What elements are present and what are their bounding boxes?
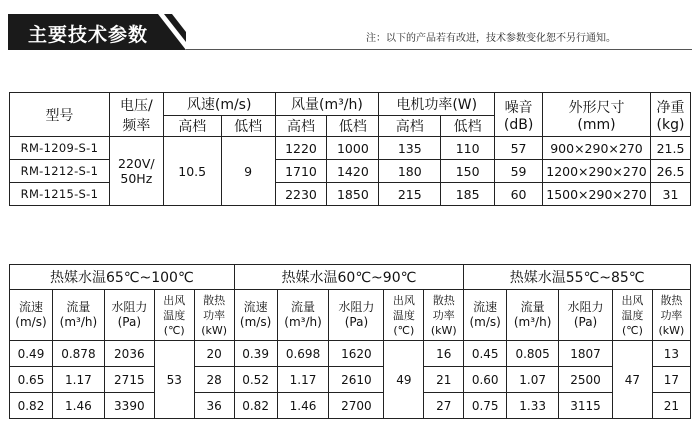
wind-high-header: 高档	[163, 116, 221, 137]
resistance-cell: 3115	[559, 393, 613, 419]
flow-cell: 0.805	[507, 341, 559, 367]
speed-cell: 0.39	[234, 341, 277, 367]
flow-header: 流量 (m³/h)	[52, 290, 104, 341]
table-row	[10, 137, 691, 160]
power-low-cell: 185	[441, 183, 495, 206]
resistance-cell: 2715	[104, 367, 154, 393]
noise-header: 噪音 (dB)	[495, 93, 543, 137]
resistance-cell: 2036	[104, 341, 154, 367]
voltage-cell: 220V/ 50Hz	[109, 137, 163, 206]
air-high-header: 高档	[275, 116, 327, 137]
model-cell: RM-1215-S-1	[10, 183, 110, 206]
power-high-cell: 135	[379, 137, 441, 160]
speed-cell: 0.65	[10, 367, 53, 393]
speed-cell: 0.52	[234, 367, 277, 393]
noise-cell: 59	[495, 160, 543, 183]
section-banner	[8, 14, 186, 50]
wind-low-cell: 9	[221, 137, 275, 206]
wind-high-cell: 10.5	[163, 137, 221, 206]
weight-cell: 21.5	[650, 137, 690, 160]
power-high-header: 高档	[379, 116, 441, 137]
speed-cell: 0.82	[10, 393, 53, 419]
resistance-cell: 1620	[329, 341, 384, 367]
speed-header: 流速 (m/s)	[464, 290, 507, 341]
wind-low-header: 低档	[221, 116, 275, 137]
power-high-cell: 215	[379, 183, 441, 206]
air-low-cell: 1850	[327, 183, 379, 206]
air-low-cell: 1000	[327, 137, 379, 160]
header-divider	[186, 49, 692, 50]
outlet-temp-cell: 53	[154, 341, 194, 419]
voltage-header: 电压/ 频率	[109, 93, 163, 137]
speed-header: 流速 (m/s)	[10, 290, 53, 341]
disclaimer-note: 注：以下的产品若有改进，技术参数变化恕不另行通知。	[366, 33, 616, 44]
flow-cell: 1.46	[52, 393, 104, 419]
outlet-temp-cell: 47	[612, 341, 652, 419]
speed-header: 流速 (m/s)	[234, 290, 277, 341]
air-high-cell: 1710	[275, 160, 327, 183]
table-row	[10, 393, 691, 419]
outlet-temp-header: 出风 温度 (℃)	[154, 290, 194, 341]
air-high-cell: 2230	[275, 183, 327, 206]
resistance-cell: 2610	[329, 367, 384, 393]
model-header: 型号	[10, 93, 110, 137]
air-volume-header: 风量(m³/h)	[275, 93, 379, 116]
resistance-header: 水阻力 (Pa)	[329, 290, 384, 341]
model-cell: RM-1212-S-1	[10, 160, 110, 183]
noise-cell: 60	[495, 183, 543, 206]
model-cell: RM-1209-S-1	[10, 137, 110, 160]
motor-power-header: 电机功率(W)	[379, 93, 495, 116]
outlet-temp-header: 出风 温度 (℃)	[612, 290, 652, 341]
group-title-65-100: 热媒水温65℃~100℃	[10, 265, 235, 290]
outlet-temp-header: 出风 温度 (℃)	[384, 290, 424, 341]
heat-output-header: 散热 功率 (kW)	[652, 290, 690, 341]
resistance-cell: 2700	[329, 393, 384, 419]
flow-header: 流量 (m³/h)	[507, 290, 559, 341]
outlet-temp-cell: 49	[384, 341, 424, 419]
weight-cell: 31	[650, 183, 690, 206]
resistance-cell: 1807	[559, 341, 613, 367]
table-row	[10, 367, 691, 393]
resistance-cell: 3390	[104, 393, 154, 419]
resistance-cell: 2500	[559, 367, 613, 393]
spec-table	[9, 92, 691, 206]
dims-cell: 1500×290×270	[543, 183, 651, 206]
air-low-header: 低档	[327, 116, 379, 137]
section-title: 主要技术参数	[28, 24, 149, 46]
flow-header: 流量 (m³/h)	[277, 290, 329, 341]
flow-cell: 1.17	[277, 367, 329, 393]
speed-cell: 0.82	[234, 393, 277, 419]
speed-cell: 0.60	[464, 367, 507, 393]
power-low-cell: 110	[441, 137, 495, 160]
heat-output-header: 散热 功率 (kW)	[424, 290, 464, 341]
air-low-cell: 1420	[327, 160, 379, 183]
dimensions-header: 外形尺寸 (mm)	[543, 93, 651, 137]
flow-cell: 0.698	[277, 341, 329, 367]
wind-speed-header: 风速(m/s)	[163, 93, 275, 116]
heat-cell: 17	[652, 367, 690, 393]
power-high-cell: 180	[379, 160, 441, 183]
weight-cell: 26.5	[650, 160, 690, 183]
flow-cell: 1.33	[507, 393, 559, 419]
flow-cell: 1.17	[52, 367, 104, 393]
heat-cell: 21	[652, 393, 690, 419]
speed-cell: 0.49	[10, 341, 53, 367]
heat-output-header: 散热 功率 (kW)	[194, 290, 234, 341]
heat-cell: 20	[194, 341, 234, 367]
resistance-header: 水阻力 (Pa)	[559, 290, 613, 341]
heat-cell: 28	[194, 367, 234, 393]
heat-cell: 21	[424, 367, 464, 393]
group-title-55-85: 热媒水温55℃~85℃	[464, 265, 691, 290]
power-low-header: 低档	[441, 116, 495, 137]
heat-cell: 36	[194, 393, 234, 419]
flow-cell: 0.878	[52, 341, 104, 367]
speed-cell: 0.75	[464, 393, 507, 419]
power-low-cell: 150	[441, 160, 495, 183]
heat-table	[9, 264, 691, 419]
speed-cell: 0.45	[464, 341, 507, 367]
flow-cell: 1.46	[277, 393, 329, 419]
table-row	[10, 341, 691, 367]
dims-cell: 1200×290×270	[543, 160, 651, 183]
group-title-60-90: 热媒水温60℃~90℃	[234, 265, 464, 290]
noise-cell: 57	[495, 137, 543, 160]
resistance-header: 水阻力 (Pa)	[104, 290, 154, 341]
weight-header: 净重 (kg)	[650, 93, 690, 137]
air-high-cell: 1220	[275, 137, 327, 160]
heat-cell: 27	[424, 393, 464, 419]
dims-cell: 900×290×270	[543, 137, 651, 160]
heat-cell: 13	[652, 341, 690, 367]
heat-cell: 16	[424, 341, 464, 367]
flow-cell: 1.07	[507, 367, 559, 393]
